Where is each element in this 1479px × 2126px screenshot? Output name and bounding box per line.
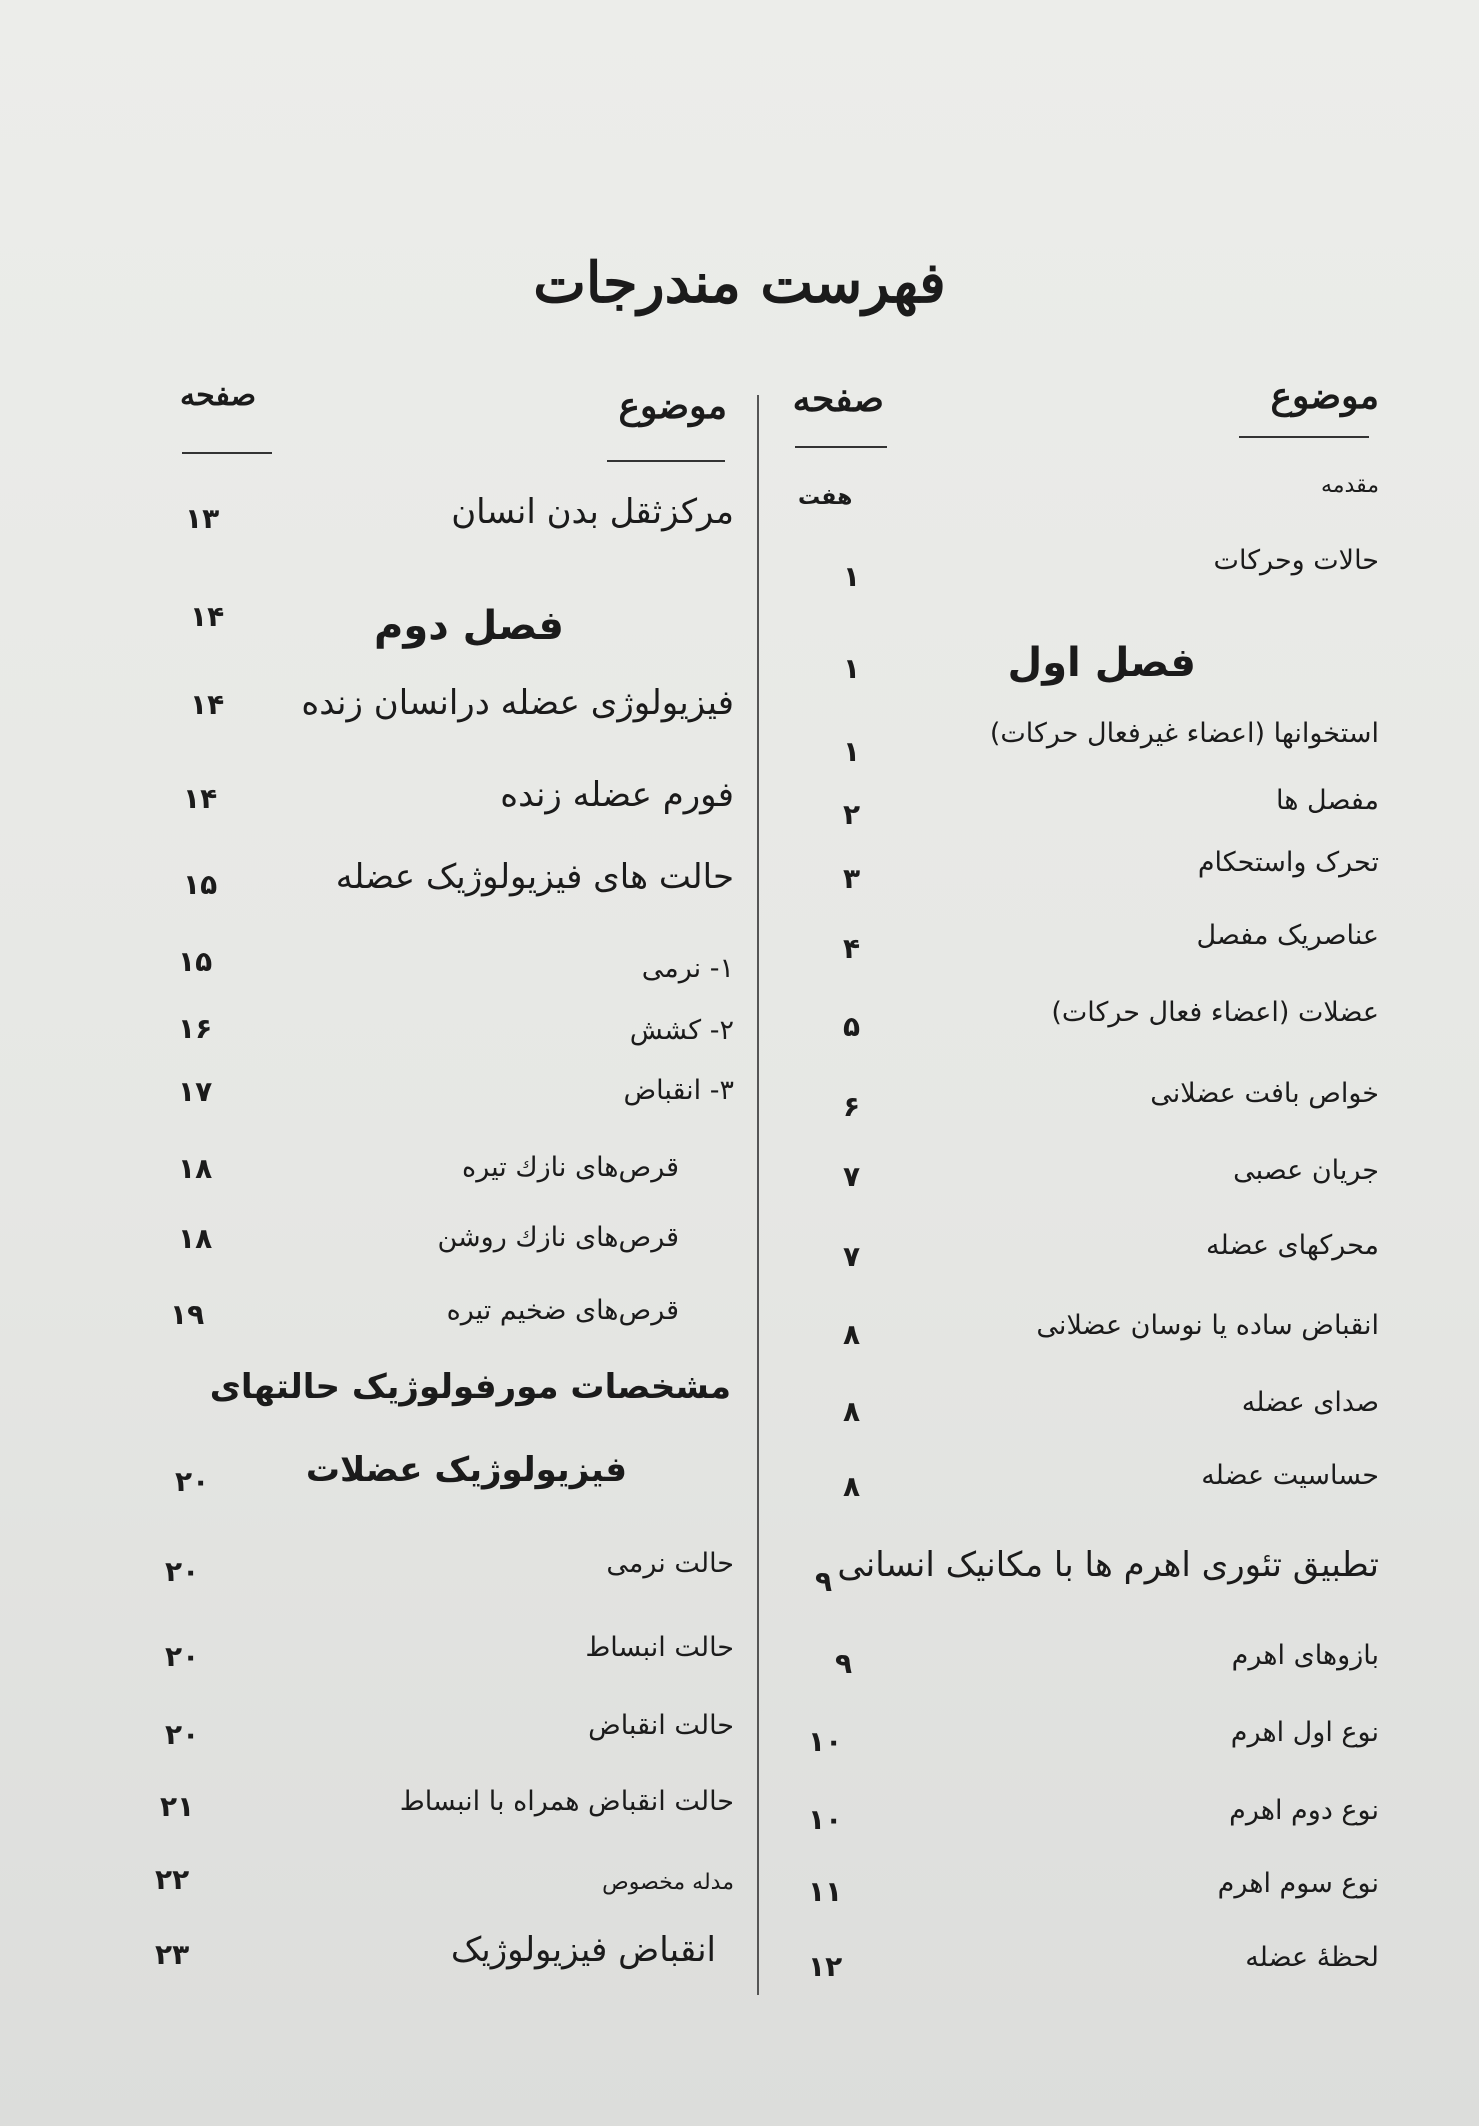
- toc-page-number: هفت: [798, 485, 853, 510]
- toc-page-number: ۵: [843, 1010, 861, 1043]
- toc-entry: حساسیت عضله: [1201, 1460, 1379, 1491]
- toc-page-number: ۱۴: [183, 782, 218, 815]
- toc-page-number: ۸: [843, 1395, 861, 1428]
- toc-page-number: ۲۰: [175, 1465, 210, 1498]
- toc-page-number: ۱۷: [178, 1075, 213, 1108]
- toc-page-number: ۱: [843, 735, 861, 768]
- toc-entry: بازوهای اهرم: [1231, 1640, 1379, 1671]
- toc-page-number: ۱۲: [808, 1950, 843, 1983]
- left-page-header: صفحه: [180, 378, 257, 413]
- left-subject-header: موضوع: [618, 385, 727, 427]
- toc-entry: مقدمه: [1320, 473, 1379, 498]
- toc-entry: استخوانها (اعضاء غیرفعال حرکات): [989, 718, 1379, 749]
- toc-entry: نوع دوم اهرم: [1229, 1795, 1379, 1826]
- toc-entry: مفصل ها: [1275, 785, 1379, 816]
- toc-entry: انقباض ساده یا نوسان عضلانی: [1036, 1310, 1379, 1341]
- chapter-heading: فصل اول: [1007, 640, 1196, 686]
- right-subject-header: موضوع: [1270, 375, 1379, 417]
- toc-page-number: ۸: [843, 1318, 861, 1351]
- toc-page-number: ۱۰: [808, 1725, 843, 1758]
- toc-page-number: ۱۵: [183, 868, 218, 901]
- toc-entry: انقباض فیزیولوژیک: [450, 1930, 716, 1970]
- toc-page-number: ۱۴: [190, 688, 225, 721]
- toc-page-number: ۲۳: [155, 1938, 190, 1971]
- toc-entry: مرکزثقل بدن انسان: [451, 492, 734, 532]
- toc-entry: صدای عضله: [1241, 1387, 1379, 1418]
- left-subject-underline: [607, 460, 725, 462]
- toc-page-number: ۹: [835, 1647, 853, 1680]
- toc-entry: خواص بافت عضلانی: [1150, 1078, 1379, 1109]
- toc-entry: ۲- کشش: [629, 1015, 734, 1046]
- toc-entry: فیزیولوژیک عضلات: [305, 1450, 627, 1490]
- toc-entry: ۱- نرمی: [641, 953, 734, 984]
- toc-page-number: ۱۱: [808, 1875, 843, 1908]
- toc-entry: تحرک واستحکام: [1197, 847, 1379, 878]
- toc-entry: حالت های فیزیولوژیک عضله: [335, 857, 734, 897]
- toc-page-number: ۲۱: [160, 1790, 195, 1823]
- toc-page-number: ۱۳: [185, 502, 220, 535]
- toc-page-number: ۲۲: [155, 1863, 190, 1896]
- toc-page-number: ۴: [843, 932, 861, 965]
- toc-entry: نوع سوم اهرم: [1217, 1868, 1379, 1899]
- toc-page-number: ۶: [843, 1090, 861, 1123]
- toc-page-number: ۱۴: [190, 600, 225, 633]
- toc-page-number: ۲۰: [165, 1555, 200, 1588]
- toc-page-number: ۷: [843, 1240, 861, 1273]
- right-page-header: صفحه: [792, 378, 884, 420]
- toc-page-number: ۱۰: [808, 1803, 843, 1836]
- toc-entry: جریان عصبی: [1233, 1155, 1379, 1186]
- toc-entry: حالات وحرکات: [1213, 545, 1379, 576]
- toc-entry: حالت انبساط: [585, 1632, 734, 1663]
- toc-entry: فیزیولوژی عضله درانسان زنده: [301, 683, 734, 723]
- chapter-heading: فصل دوم: [374, 603, 564, 649]
- toc-entry: مشخصات مورفولوژیک حالتهای: [209, 1367, 731, 1407]
- toc-entry: تطبیق تئوری اهرم ها با مکانیک انسانی: [837, 1545, 1379, 1585]
- toc-entry: حالت انقباض: [588, 1710, 734, 1741]
- toc-page-number: ۳: [843, 862, 861, 895]
- toc-entry: عناصریک مفصل: [1196, 920, 1379, 951]
- toc-page-number: ۲۰: [165, 1640, 200, 1673]
- toc-page-number: ۱۶: [178, 1012, 213, 1045]
- toc-page-number: ۹: [815, 1565, 833, 1598]
- toc-entry: فورم عضله زنده: [500, 775, 734, 815]
- toc-entry: قرص‌های نازك تیره: [462, 1152, 679, 1183]
- column-divider: [757, 395, 759, 1995]
- toc-entry: لحظهٔ عضله: [1245, 1942, 1379, 1973]
- toc-entry: قرص‌های ضخیم تیره: [446, 1295, 679, 1326]
- right-page-underline: [795, 446, 887, 448]
- toc-page-number: ۱: [843, 560, 861, 593]
- toc-entry: مدله مخصوص: [602, 1870, 734, 1895]
- toc-page-number: ۱: [843, 652, 861, 685]
- toc-page-number: ۲۰: [165, 1718, 200, 1751]
- toc-page-number: ۲: [843, 798, 861, 831]
- toc-page-number: ۱۸: [178, 1152, 213, 1185]
- toc-entry: محرکهای عضله: [1206, 1230, 1379, 1261]
- toc-entry: حالت انقباض همراه با انبساط: [399, 1786, 734, 1817]
- toc-entry: نوع اول اهرم: [1230, 1717, 1379, 1748]
- toc-entry: عضلات (اعضاء فعال حرکات): [1051, 997, 1379, 1028]
- toc-entry: حالت نرمی: [606, 1548, 734, 1579]
- toc-page-number: ۱۹: [170, 1298, 205, 1331]
- left-page-underline: [182, 452, 272, 454]
- toc-page-number: ۸: [843, 1470, 861, 1503]
- toc-page-number: ۱۵: [178, 945, 213, 978]
- toc-entry: ۳- انقباض: [623, 1075, 734, 1106]
- right-subject-underline: [1239, 436, 1369, 438]
- toc-page-number: ۷: [843, 1160, 861, 1193]
- toc-entry: قرص‌های نازك روشن: [437, 1222, 679, 1253]
- page-title: فهرست مندرجات: [533, 250, 946, 316]
- toc-page-number: ۱۸: [178, 1222, 213, 1255]
